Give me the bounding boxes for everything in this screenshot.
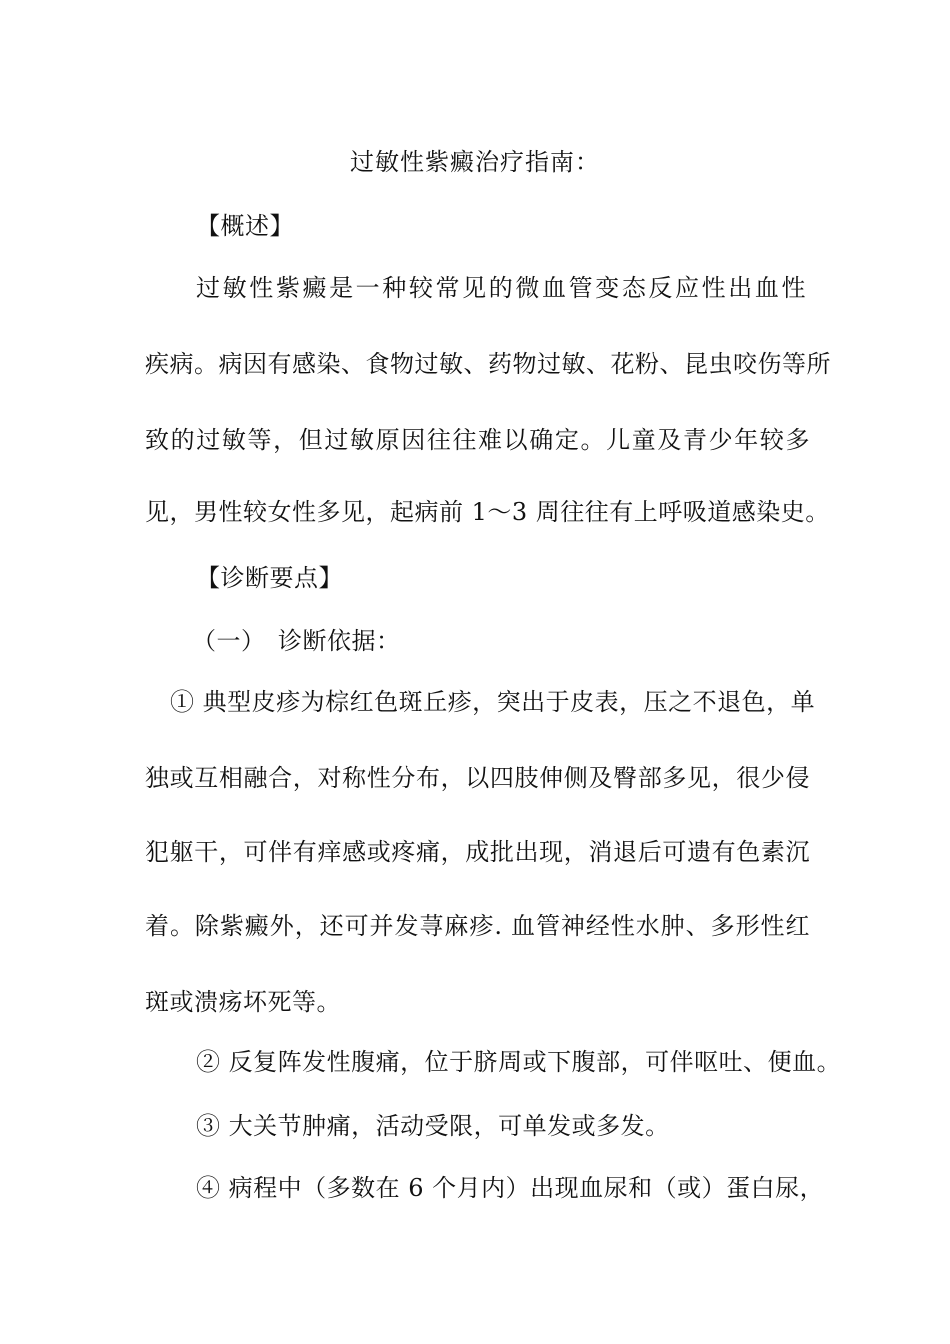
criterion-1-line: ① 典型皮疹为棕红色斑丘疹，突出于皮表，压之不退色，单: [170, 688, 816, 716]
criterion-4: ④ 病程中（多数在 6 个月内）出现血尿和（或）蛋白尿，: [196, 1174, 825, 1202]
overview-paragraph-line: 过敏性紫癜是一种较常见的微血管变态反应性出血性: [196, 274, 806, 302]
diagnosis-heading: 【诊断要点】: [196, 564, 343, 592]
criterion-2: ② 反复阵发性腹痛，位于脐周或下腹部，可伴呕吐、便血。: [196, 1048, 842, 1076]
overview-heading: 【概述】: [196, 212, 294, 240]
document-title: 过敏性紫癜治疗指南：: [350, 148, 600, 176]
criterion-1-line: 独或互相融合，对称性分布，以四肢伸侧及臀部多见，很少侵: [145, 764, 810, 792]
criterion-3: ③ 大关节肿痛，活动受限，可单发或多发。: [196, 1112, 670, 1140]
overview-paragraph-line: 致的过敏等，但过敏原因往往难以确定。儿童及青少年较多: [145, 426, 810, 454]
overview-paragraph-line: 疾病。病因有感染、食物过敏、药物过敏、花粉、昆虫咬伤等所: [145, 350, 831, 378]
criterion-1-line: 犯躯干，可伴有痒感或疼痛，成批出现，消退后可遗有色素沉: [145, 838, 810, 866]
overview-paragraph-line: 见，男性较女性多见，起病前 1～3 周往往有上呼吸道感染史。: [145, 498, 830, 526]
criterion-1-line: 斑或溃疡坏死等。: [145, 988, 341, 1016]
criterion-1-line: 着。除紫癜外，还可并发荨麻疹. 血管神经性水肿、多形性红: [145, 912, 810, 940]
diagnosis-subheading: （一） 诊断依据：: [192, 627, 401, 655]
